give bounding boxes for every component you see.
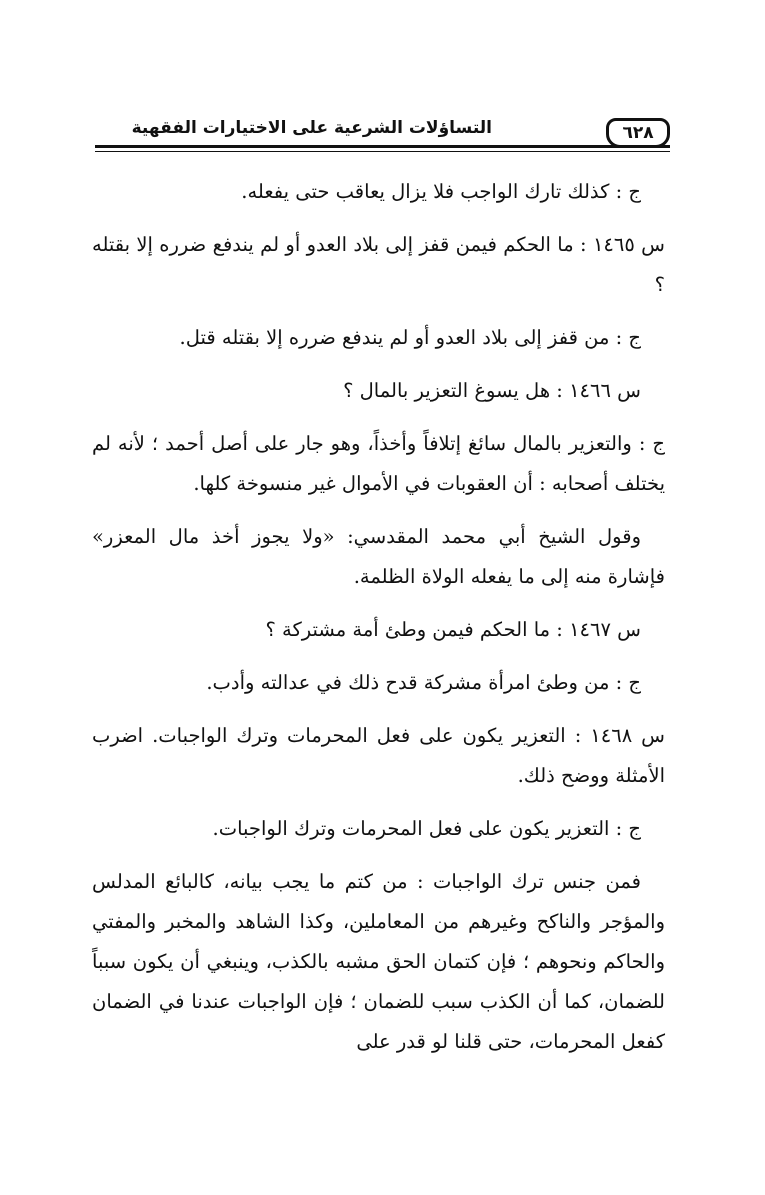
answer-paragraph: ج : من وطئ امرأة مشركة قدح ذلك في عدالته وأدب. xyxy=(206,671,641,694)
question-paragraph: س ١٤٦٦ : هل يسوغ التعزير بالمال ؟ xyxy=(343,379,641,402)
answer-paragraph: ج : كذلك تارك الواجب فلا يزال يعاقب حتى يفعله. xyxy=(241,180,641,203)
header-rule-thick xyxy=(95,145,670,148)
answer-paragraph: ج : التعزير يكون على فعل المحرمات وترك الواجبات. xyxy=(212,817,641,840)
page-body xyxy=(92,172,665,1075)
body-paragraph: فمن جنس ترك الواجبات : من كتم ما يجب بيانه، كالبائع المدلس والمؤجر والناكح وغيرهم من المعاملين، وكذا الشاهد والمخبر والمفتي والحاكم ونحوهم ؛ فإن كتمان الحق مشبه بالكذب، وينبغي أن يكون سبباً للضمان، كما أن الكذب سبب للضمان ؛ فإن الواجبات عندنا في الضمان كفعل المحرمات، حتى قلنا لو قدر على xyxy=(92,870,665,1053)
page-number: ٦٢٨ xyxy=(606,118,670,148)
answer-paragraph: ج : من قفز إلى بلاد العدو أو لم يندفع ضرره إلا بقتله قتل. xyxy=(179,326,641,349)
body-paragraph: وقول الشيخ أبي محمد المقدسي: «ولا يجوز أخذ مال المعزر» فإشارة منه إلى ما يفعله الولاة الظلمة. xyxy=(92,525,665,588)
question-paragraph: س ١٤٦٧ : ما الحكم فيمن وطئ أمة مشتركة ؟ xyxy=(265,618,641,641)
question-paragraph: س ١٤٦٥ : ما الحكم فيمن قفز إلى بلاد العدو أو لم يندفع ضرره إلا بقتله ؟ xyxy=(92,233,665,296)
book-title: التساؤلات الشرعية على الاختيارات الفقهية xyxy=(131,118,492,138)
header-rule-thin xyxy=(95,151,670,152)
answer-paragraph: ج : والتعزير بالمال سائغ إتلافاً وأخذاً، وهو جار على أصل أحمد ؛ لأنه لم يختلف أصحابه : أن العقوبات في الأموال غير منسوخة كلها. xyxy=(92,432,665,495)
running-header xyxy=(95,112,670,154)
question-paragraph: س ١٤٦٨ : التعزير يكون على فعل المحرمات وترك الواجبات. اضرب الأمثلة ووضح ذلك. xyxy=(92,724,665,787)
